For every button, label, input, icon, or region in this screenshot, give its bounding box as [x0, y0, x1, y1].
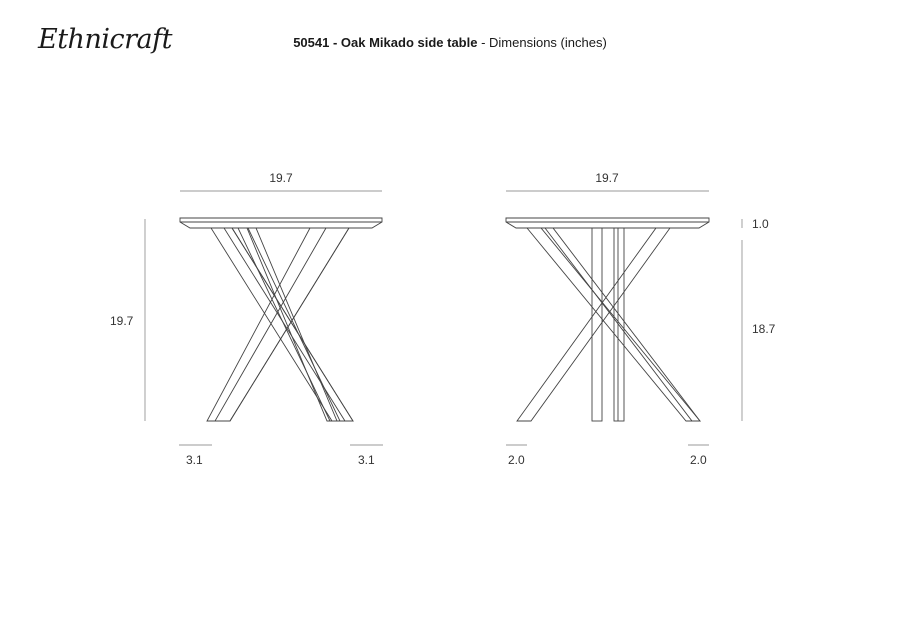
side-legs-vertical	[592, 228, 624, 421]
product-code: 50541	[293, 35, 330, 50]
front-legs-rtl	[207, 228, 349, 421]
side-leg-height-label: 18.7	[752, 322, 776, 336]
front-foot-left-label: 3.1	[186, 453, 203, 467]
ethnicraft-logo: Ethnicraft	[38, 24, 172, 55]
side-legs-diagonal	[517, 228, 700, 421]
side-top-thickness-label: 1.0	[752, 217, 769, 231]
side-width-label: 19.7	[595, 171, 619, 185]
title-separator: -	[329, 35, 341, 50]
side-foot-left-label: 2.0	[508, 453, 525, 467]
front-legs-ltr	[211, 228, 353, 421]
title-suffix: - Dimensions (inches)	[477, 35, 607, 50]
front-foot-right-label: 3.1	[358, 453, 375, 467]
side-view	[506, 191, 742, 445]
front-width-label: 19.7	[269, 171, 293, 185]
front-height-label: 19.7	[110, 314, 134, 328]
side-foot-right-label: 2.0	[690, 453, 707, 467]
side-table-top	[506, 218, 709, 228]
product-name: Oak Mikado side table	[340, 35, 478, 50]
front-table-top	[180, 218, 382, 228]
front-view	[145, 191, 383, 445]
